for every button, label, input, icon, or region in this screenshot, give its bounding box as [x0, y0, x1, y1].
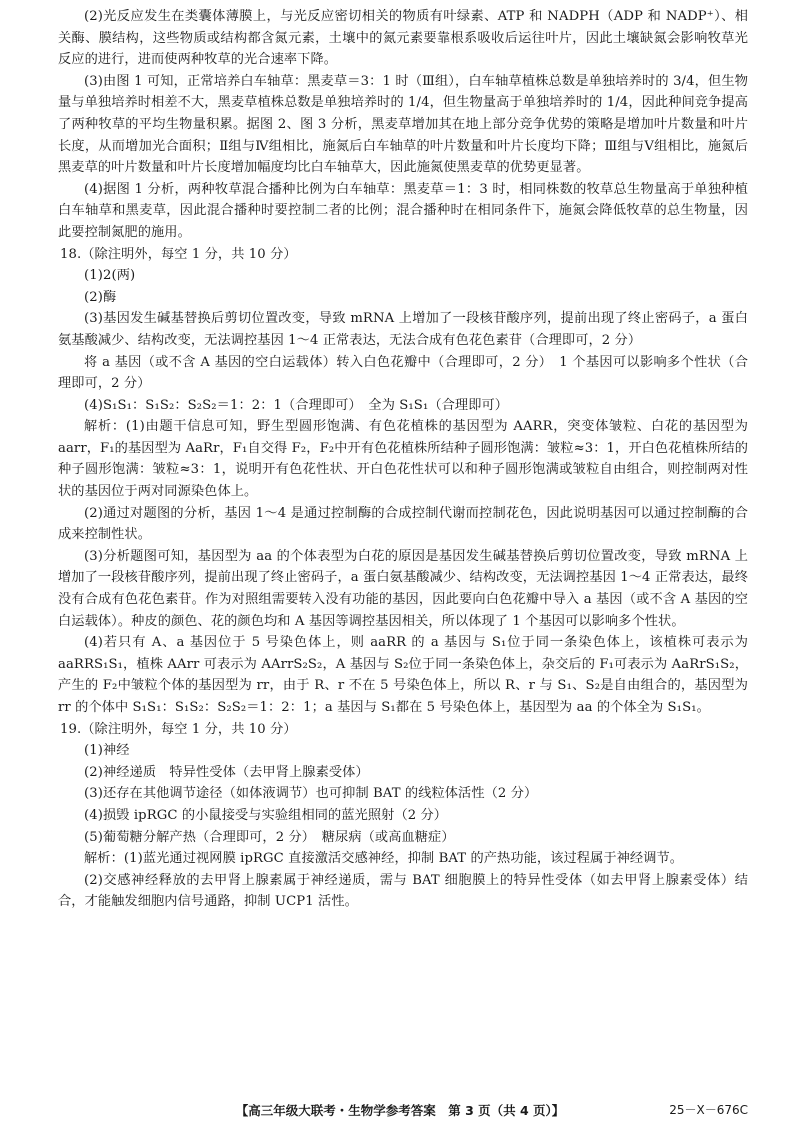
q19-explanation-2: (2)交感神经释放的去甲肾上腺素属于神经递质，需与 BAT 细胞膜上的特异性受体（如去甲肾上腺素受体）结合，才能触发细胞内信号通路，抑制 UCP1 活性。	[58, 872, 748, 910]
q18-explanation-1: 解析：(1)由题干信息可知，野生型圆形饱满、有色花植株的基因型为 AARR，突变体皱粒、白花的基因型为 aarr，F₁的基因型为 AaRr，F₁自交得 F₂，F₂中开有色花植株所结种子圆形饱满：皱粒≈3：1，开白色花植株所结的种子圆形饱满：皱粒≈3：1，说明开有色花性状、开白色花性状可以和种子圆形饱满或皱粒自由组合，则控制两对性状的基因位于两对同源染色体上。	[58, 419, 748, 500]
q17-answer-3: (3)由图 1 可知，正常培养白车轴草：黑麦草＝3：1 时（Ⅲ组），白车轴草植株总数是单独培养时的 3/4，但生物量与单独培养时相差不大，黑麦草植株总数是单独培养时的 1/4，但生物量高于单独培养时的 1/4，因此种间竞争提高了两种牧草的平均生物量积累。据图 2、图 3 分析，黑麦草增加其在地上部分竞争优势的策略是增加叶片数量和叶片长度，从而增加光合面积；Ⅱ组与Ⅳ组相比，施氮后白车轴草的叶片数量和叶片长度均下降；Ⅲ组与Ⅴ组相比，施氮后黑麦草的叶片数量和叶片长度增加幅度均比白车轴草大，因此施氮使黑麦草的优势更显著。	[58, 73, 748, 176]
q19-answer-4: (4)损毁 ipRGC 的小鼠接受与实验组相同的蓝光照射（2 分）	[84, 807, 448, 823]
page-content	[58, 6, 748, 913]
page-footer	[0, 1101, 800, 1121]
footer-title: 【高三年级大联考・生物学参考答案 第 3 页（共 4 页）】	[235, 1103, 565, 1118]
q18-answer-1: (1)2(两)	[84, 268, 136, 284]
q18-explanation-2: (2)通过对题图的分析，基因 1～4 是通过控制酶的合成控制代谢而控制花色，因此说明基因可以通过控制酶的合成来控制性状。	[58, 505, 748, 543]
q18-answer-4: (4)S₁S₁：S₁S₂：S₂S₂＝1：2：1（合理即可） 全为 S₁S₁（合理即可）	[84, 397, 509, 413]
q19-heading: 19.（除注明外，每空 1 分，共 10 分）	[60, 721, 297, 737]
q18-answer-2: (2)酶	[84, 289, 117, 305]
q17-answer-2: (2)光反应发生在类囊体薄膜上，与光反应密切相关的物质有叶绿素、ATP 和 NADPH（ADP 和 NADP⁺）、相关酶、膜结构，这些物质或结构都含氮元素，土壤中的氮元素要靠根系吸收后运往叶片，因此土壤缺氮会影响牧草光反应的进行，进而使两种牧草的光合速率下降。	[58, 9, 748, 68]
q18-heading: 18.（除注明外，每空 1 分，共 10 分）	[60, 246, 297, 262]
document-code: 25－X－676C	[669, 1103, 748, 1117]
q19-explanation-1: 解析：(1)蓝光通过视网膜 ipRGC 直接激活交感神经，抑制 BAT 的产热功能，该过程属于神经调节。	[84, 851, 684, 867]
q17-answer-4: (4)据图 1 分析，两种牧草混合播种比例为白车轴草：黑麦草＝1：3 时，相同株数的牧草总生物量高于单独种植白车轴草和黑麦草，因此混合播种时要控制二者的比例；混合播种时在相同条件下，施氮会降低牧草的总生物量，因此要控制氮肥的施用。	[58, 181, 748, 240]
q19-answer-2: (2)神经递质 特异性受体（去甲肾上腺素受体）	[84, 764, 369, 780]
q18-explanation-4: (4)若只有 A、a 基因位于 5 号染色体上，则 aaRR 的 a 基因与 S₁位于同一条染色体上，该植株可表示为 aaRRS₁S₁，植株 AArr 可表示为 AArrS₂S₂，A 基因与 S₂位于同一条染色体上，杂交后的 F₁可表示为 AaRrS₁S₂，产生的 F₂中皱粒个体的基因型为 rr，由于 R、r 不在 5 号染色体上，所以 R、r 与 S₁、S₂是自由组合的，基因型为 rr 的个体中 S₁S₁：S₁S₂：S₂S₂＝1：2：1；a 基因与 S₁都在 5 号染色体上，基因型为 aa 的个体全为 S₁S₁。	[58, 635, 748, 715]
q18-answer-3: (3)基因发生碱基替换后剪切位置改变，导致 mRNA 上增加了一段核苷酸序列，提前出现了终止密码子，a 蛋白氨基酸减少、结构改变，无法调控基因 1～4 正常表达，无法合成有色花色素苷（合理即可，2 分）	[58, 311, 748, 348]
q19-answer-3: (3)还存在其他调节途径（如体液调节）也可抑制 BAT 的线粒体活性（2 分）	[84, 786, 538, 802]
q18-answer-3-continued: 将 a 基因（或不含 A 基因的空白运载体）转入白色花瓣中（合理即可，2 分） 1 个基因可以影响多个性状（合理即可，2 分）	[58, 354, 748, 392]
q19-answer-1: (1)神经	[84, 743, 130, 759]
q18-explanation-3: (3)分析题图可知，基因型为 aa 的个体表型为白花的原因是基因发生碱基替换后剪切位置改变，导致 mRNA 上增加了一段核苷酸序列，提前出现了终止密码子，a 蛋白氨基酸减少、结构改变，无法调控基因 1～4 正常表达，最终没有合成有色花色素苷。作为对照组需要转入没有功能的基因，因此要向白色花瓣中导入 a 基因（或不含 A 基因的空白运载体）。种皮的颜色、花的颜色均和 A 基因等调控基因相关，所以体现了 1 个基因可以影响多个性状。	[58, 548, 748, 629]
q19-answer-5: (5)葡萄糖分解产热（合理即可，2 分） 糖尿病（或高血糖症）	[84, 829, 455, 845]
